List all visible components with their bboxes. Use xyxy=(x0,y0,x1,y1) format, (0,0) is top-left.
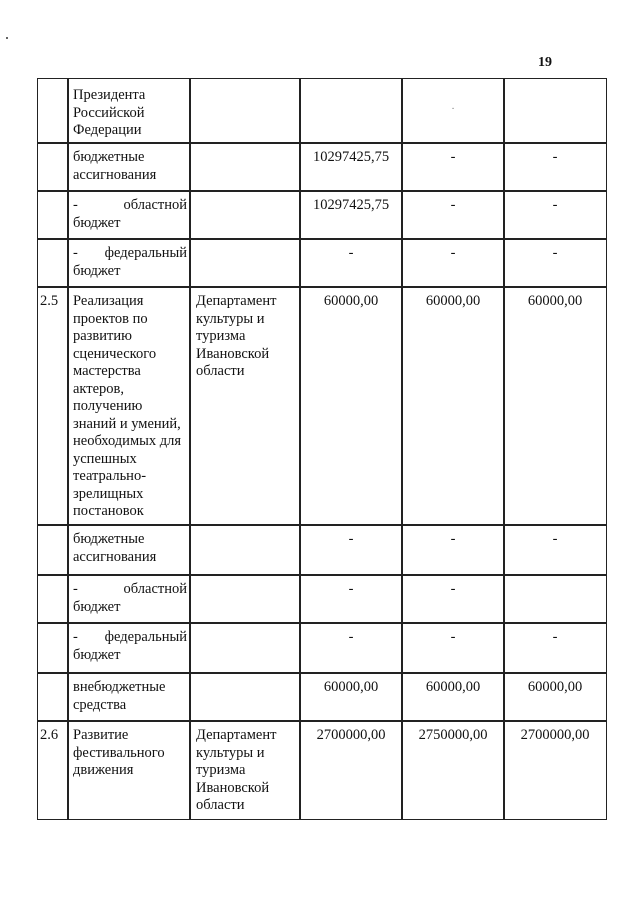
value-year-1: 2700000,00 xyxy=(299,720,403,820)
row-executor xyxy=(189,524,301,576)
table-row xyxy=(0,720,640,820)
row-name-tail: бюджет xyxy=(73,214,121,231)
value-year-1: 10297425,75 xyxy=(299,190,403,240)
page-number: 19 xyxy=(538,55,552,70)
value-year-3 xyxy=(503,78,607,144)
table-row xyxy=(0,238,640,288)
table-row xyxy=(0,672,640,722)
row-executor xyxy=(189,574,301,624)
row-name: бюджетные ассигнования xyxy=(67,142,191,192)
value-year-1: 10297425,75 xyxy=(299,142,403,192)
value-year-2: 60000,00 xyxy=(401,286,505,526)
row-number xyxy=(37,672,69,722)
value-year-3: 2700000,00 xyxy=(503,720,607,820)
row-number: 2.6 xyxy=(37,720,69,820)
row-name xyxy=(67,622,191,674)
table-row xyxy=(0,622,640,674)
row-name-main: областной xyxy=(123,197,187,213)
value-year-1: 60000,00 xyxy=(299,672,403,722)
row-name-main: областной xyxy=(123,581,187,597)
row-number xyxy=(37,622,69,674)
value-year-3: - xyxy=(503,622,607,674)
value-year-1 xyxy=(299,78,403,144)
dash-mark: - xyxy=(73,245,78,261)
table-row xyxy=(0,524,640,576)
row-number xyxy=(37,574,69,624)
value-year-2: - xyxy=(401,524,505,576)
row-name-tail: бюджет xyxy=(73,646,121,663)
value-year-3: - xyxy=(503,524,607,576)
row-name: бюджетные ассигнования xyxy=(67,524,191,576)
row-number xyxy=(37,142,69,192)
value-year-1: - xyxy=(299,574,403,624)
dash-mark: - xyxy=(73,629,78,645)
value-year-1: 60000,00 xyxy=(299,286,403,526)
value-year-3: - xyxy=(503,190,607,240)
row-name xyxy=(67,238,191,288)
table-row xyxy=(0,574,640,624)
value-year-3: - xyxy=(503,142,607,192)
row-name: Развитие фестивального движения xyxy=(67,720,191,820)
row-executor: Департамент культуры и туризма Ивановской области xyxy=(189,286,301,526)
value-year-1: - xyxy=(299,238,403,288)
row-name: Президента Российской Федерации xyxy=(67,78,191,144)
row-number xyxy=(37,238,69,288)
row-name-tail: бюджет xyxy=(73,262,121,279)
row-number: 2.5 xyxy=(37,286,69,526)
value-year-2: · xyxy=(401,78,505,144)
dash-mark: - xyxy=(73,197,78,213)
row-number xyxy=(37,78,69,144)
row-name: Реализация проектов по развитию сценического мастерства актеров, получению знаний и умений, необходимых для успешных театрально-зрелищных постановок xyxy=(67,286,191,526)
row-executor: Департамент культуры и туризма Ивановской области xyxy=(189,720,301,820)
row-executor xyxy=(189,622,301,674)
value-year-2: 60000,00 xyxy=(401,672,505,722)
row-name xyxy=(67,190,191,240)
row-number xyxy=(37,524,69,576)
row-number xyxy=(37,190,69,240)
row-executor xyxy=(189,238,301,288)
value-year-2: - xyxy=(401,574,505,624)
value-year-3: 60000,00 xyxy=(503,672,607,722)
table-row xyxy=(0,286,640,526)
value-year-3 xyxy=(503,574,607,624)
value-year-3: 60000,00 xyxy=(503,286,607,526)
value-year-2: - xyxy=(401,622,505,674)
row-name-main: федеральный xyxy=(104,629,187,645)
row-executor xyxy=(189,78,301,144)
value-year-3: - xyxy=(503,238,607,288)
value-year-1: - xyxy=(299,622,403,674)
value-year-2: - xyxy=(401,238,505,288)
table-row xyxy=(0,78,640,144)
row-name xyxy=(67,574,191,624)
row-name-main: федеральный xyxy=(104,245,187,261)
row-executor xyxy=(189,672,301,722)
value-year-2: 2750000,00 xyxy=(401,720,505,820)
row-name-tail: бюджет xyxy=(73,598,121,615)
value-year-1: - xyxy=(299,524,403,576)
value-year-2: - xyxy=(401,190,505,240)
row-name: внебюджетные средства xyxy=(67,672,191,722)
row-executor xyxy=(189,142,301,192)
dash-mark: - xyxy=(73,581,78,597)
scan-speck xyxy=(6,37,8,39)
table-row xyxy=(0,190,640,240)
row-executor xyxy=(189,190,301,240)
table-row xyxy=(0,142,640,192)
value-year-2: - xyxy=(401,142,505,192)
